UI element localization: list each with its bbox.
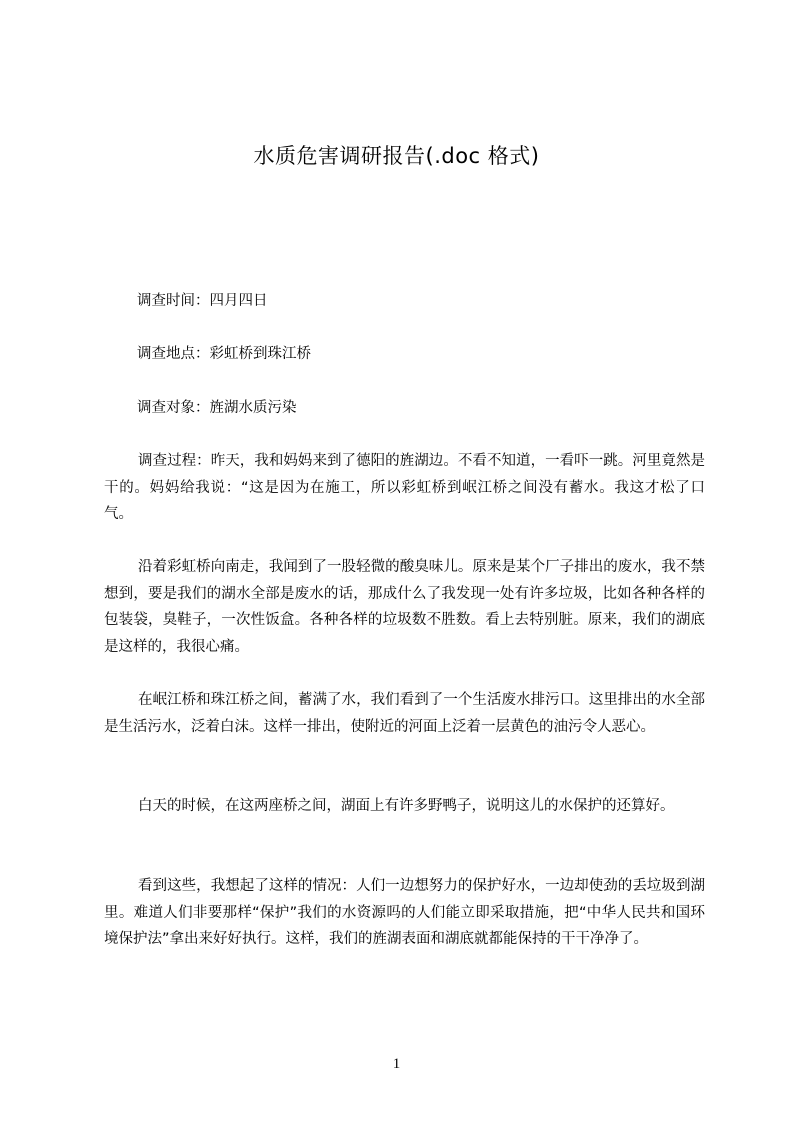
page-number: 1 [392,1056,401,1072]
survey-time: 调查时间：四月四日 [137,293,268,309]
paragraph-reflection: 看到这些，我想起了这样的情况：人们一边想努力的保护好水，一边却使劲的丢垃圾到湖里。难道人们非要那样“保护”我们的水资源吗的人们能立即采取措施，把“中华人民共和国环境保护法”拿出来好好执行。这样，我们的旌湖表面和湖底就都能保持的干干净净了。 [104,878,705,947]
paragraph-wild-ducks: 白天的时候，在这两座桥之间，湖面上有许多野鸭子，说明这儿的水保护的还算好。 [138,798,675,814]
paragraph-survey-process: 调查过程：昨天，我和妈妈来到了德阳的旌湖边。不看不知道，一看吓一跳。河里竟然是干的。妈妈给我说：“这是因为在施工，所以彩虹桥到岷江桥之间没有蓄水。我这才松了口气。 [104,453,705,522]
paragraph-walking-south: 沿着彩虹桥向南走，我闻到了一股轻微的酸臭味儿。原来是某个厂子排出的废水，我不禁想到，要是我们的湖水全部是废水的话，那成什么了我发现一处有许多垃圾，比如各种各样的包装袋，臭鞋子，一次性饭盒。各种各样的垃圾数不胜数。看上去特别脏。原来，我们的湖底是这样的，我很心痛。 [104,559,705,655]
paragraph-sewage-outlet: 在岷江桥和珠江桥之间，蓄满了水，我们看到了一个生活废水排污口。这里排出的水全部是生活污水，泛着白沫。这样一排出，使附近的河面上泛着一层黄色的油污令人恶心。 [104,692,705,735]
survey-location: 调查地点：彩虹桥到珠江桥 [137,346,311,362]
survey-subject: 调查对象：旌湖水质污染 [137,400,297,416]
document-title: 水质危害调研报告(.doc 格式) [253,144,540,168]
